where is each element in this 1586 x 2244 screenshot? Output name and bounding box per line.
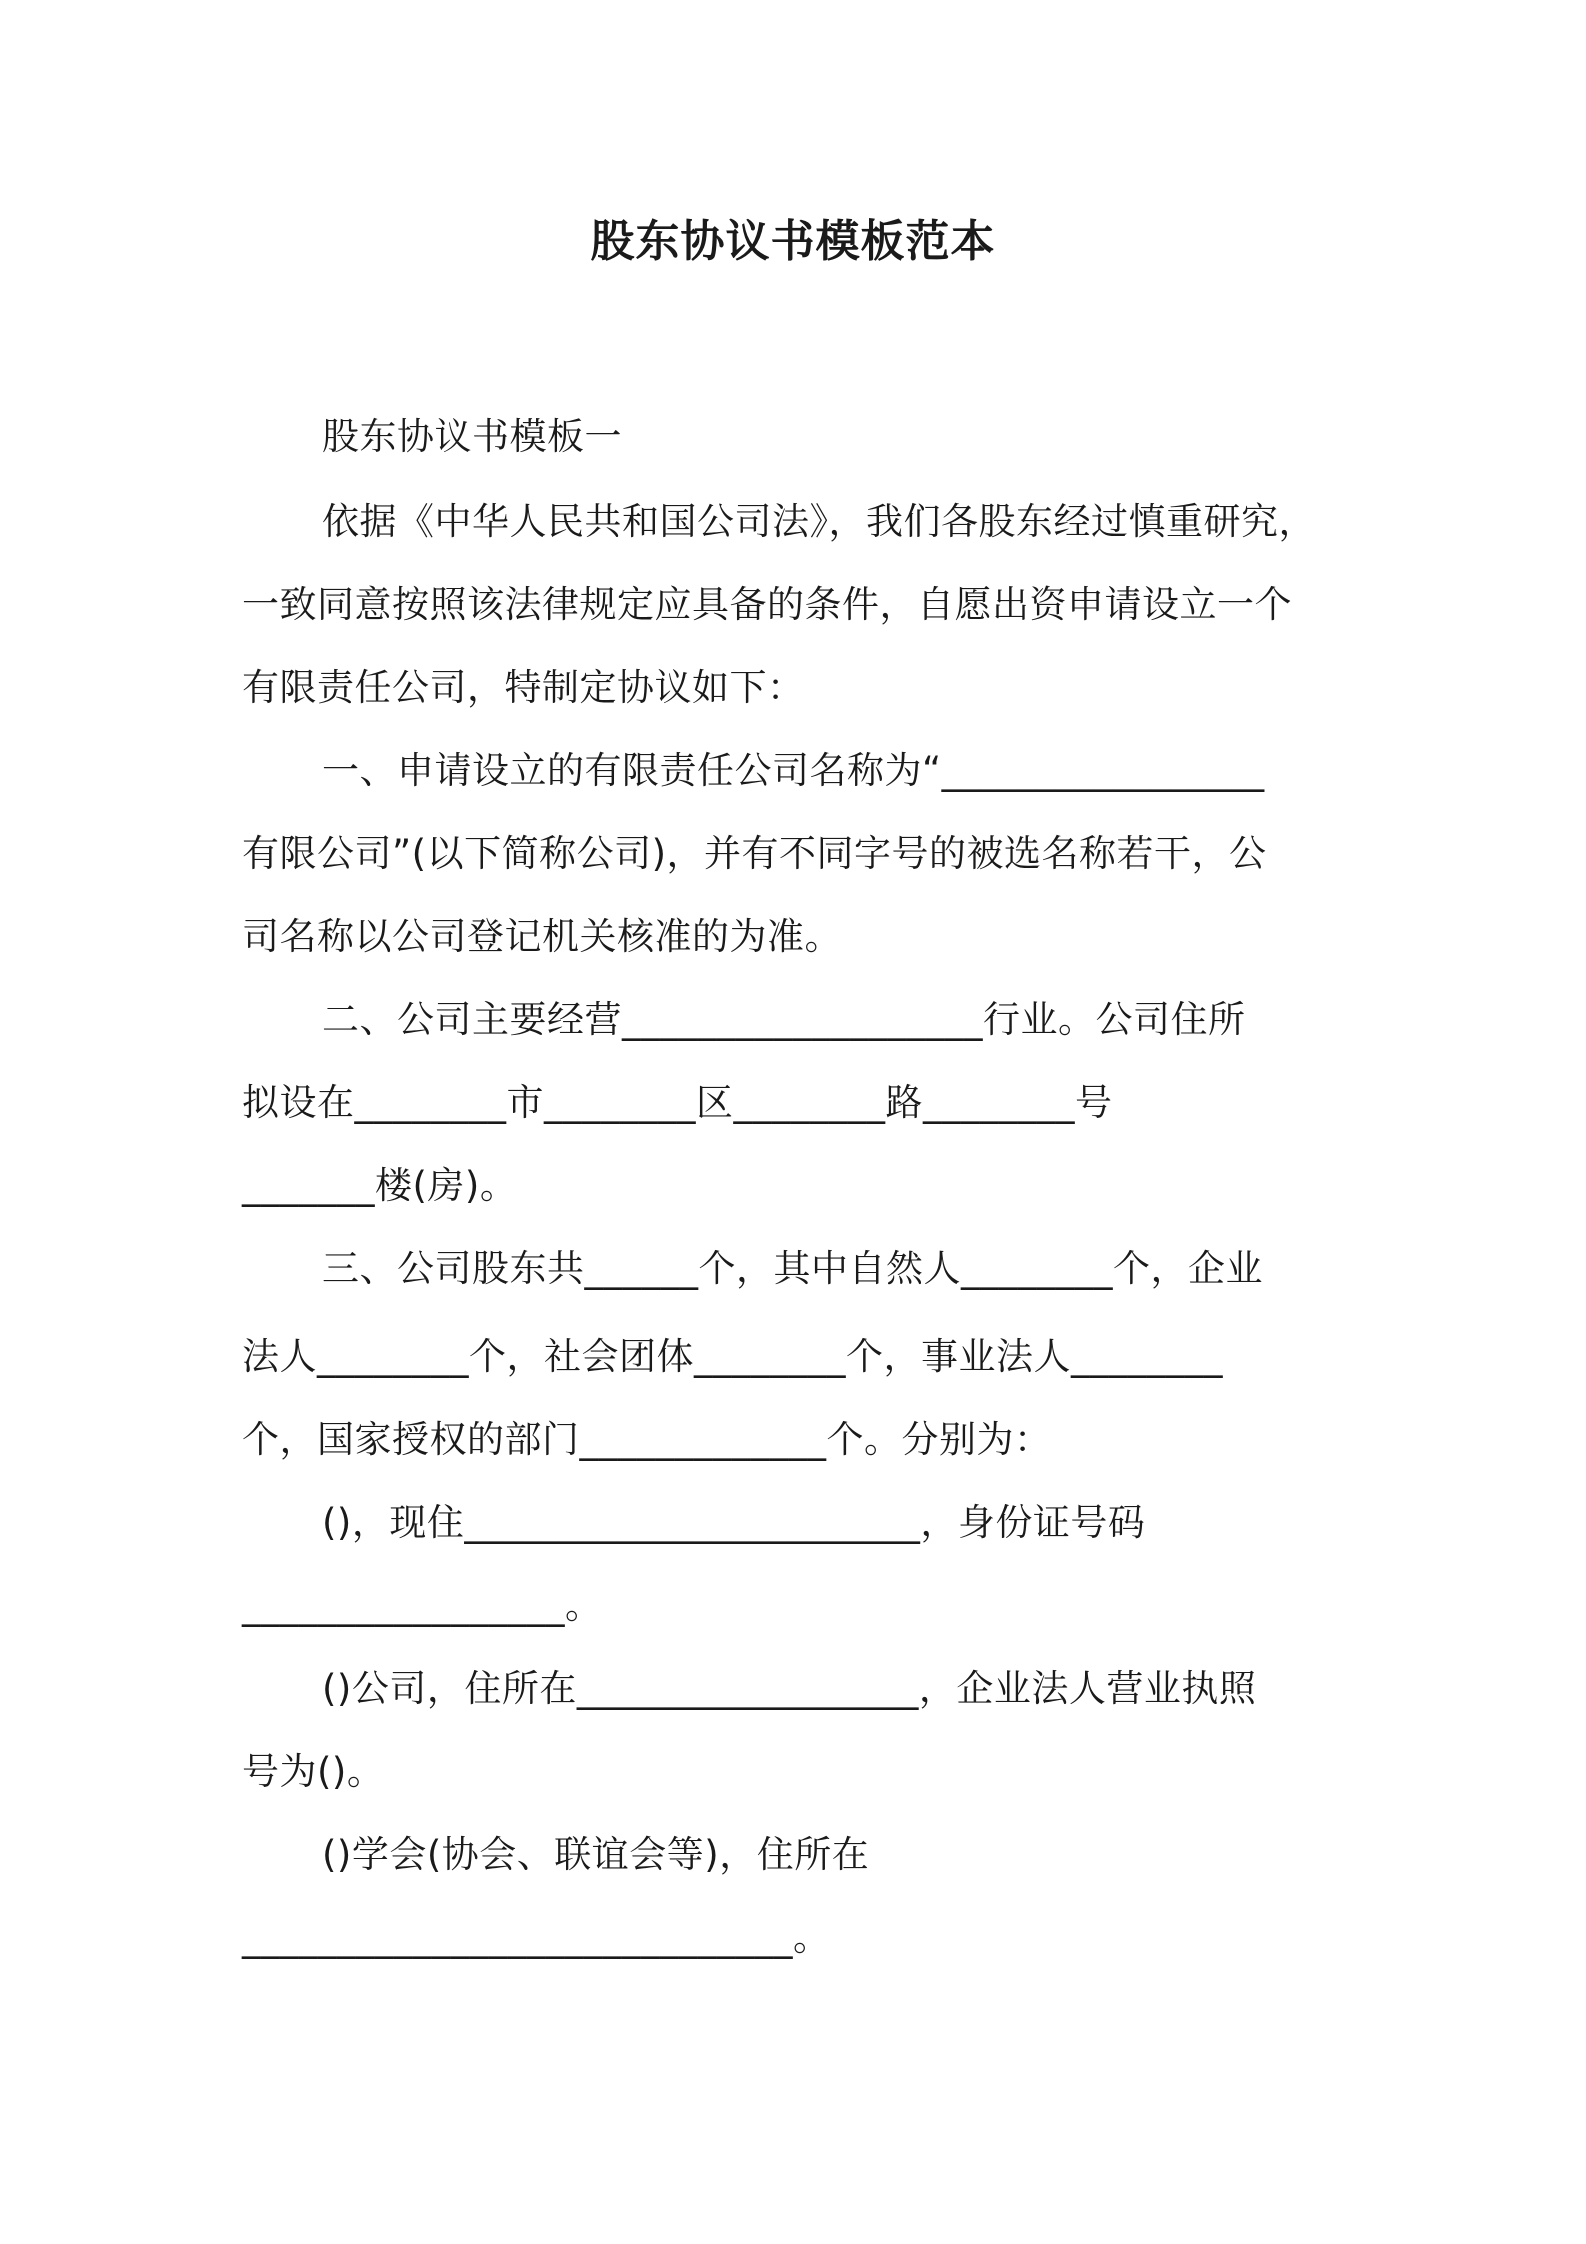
paragraph-line: 号为()。 xyxy=(242,1750,385,1793)
paragraph-line: 拟设在________市________区________路________号 xyxy=(242,1081,1113,1124)
paragraph-line: 有限公司”(以下简称公司)，并有不同字号的被选名称若干，公 xyxy=(242,832,1267,875)
paragraph-line: ()，现住________________________，身份证号码 xyxy=(322,1501,1146,1544)
paragraph-line: ()学会(协会、联谊会等)，住所在 xyxy=(322,1833,870,1876)
paragraph-line: _____________________________。 xyxy=(242,1916,831,1959)
paragraph-line: _________________。 xyxy=(242,1584,603,1627)
paragraph-line: 一致同意按照该法律规定应具备的条件，自愿出资申请设立一个 xyxy=(242,583,1292,626)
paragraph-line: 司名称以公司登记机关核准的为准。 xyxy=(242,915,842,958)
paragraph-line: 个，国家授权的部门_____________个。分别为： xyxy=(242,1418,1052,1461)
paragraph-line: 依据《中华人民共和国公司法》，我们各股东经过慎重研究， xyxy=(322,500,1316,543)
document-title: 股东协议书模板范本 xyxy=(590,216,996,267)
paragraph-line: 三、公司股东共______个，其中自然人________个，企业 xyxy=(322,1247,1263,1290)
paragraph-line: ()公司，住所在__________________，企业法人营业执照 xyxy=(322,1667,1257,1710)
paragraph-line: 法人________个，社会团体________个，事业法人________ xyxy=(242,1335,1223,1378)
paragraph-line: _______楼(房)。 xyxy=(242,1164,518,1207)
paragraph-line: 股东协议书模板一 xyxy=(322,415,622,458)
paragraph-line: 一、申请设立的有限责任公司名称为“_________________ xyxy=(322,749,1265,792)
paragraph-line: 二、公司主要经营___________________行业。公司住所 xyxy=(322,998,1246,1041)
paragraph-line: 有限责任公司，特制定协议如下： xyxy=(242,666,805,709)
